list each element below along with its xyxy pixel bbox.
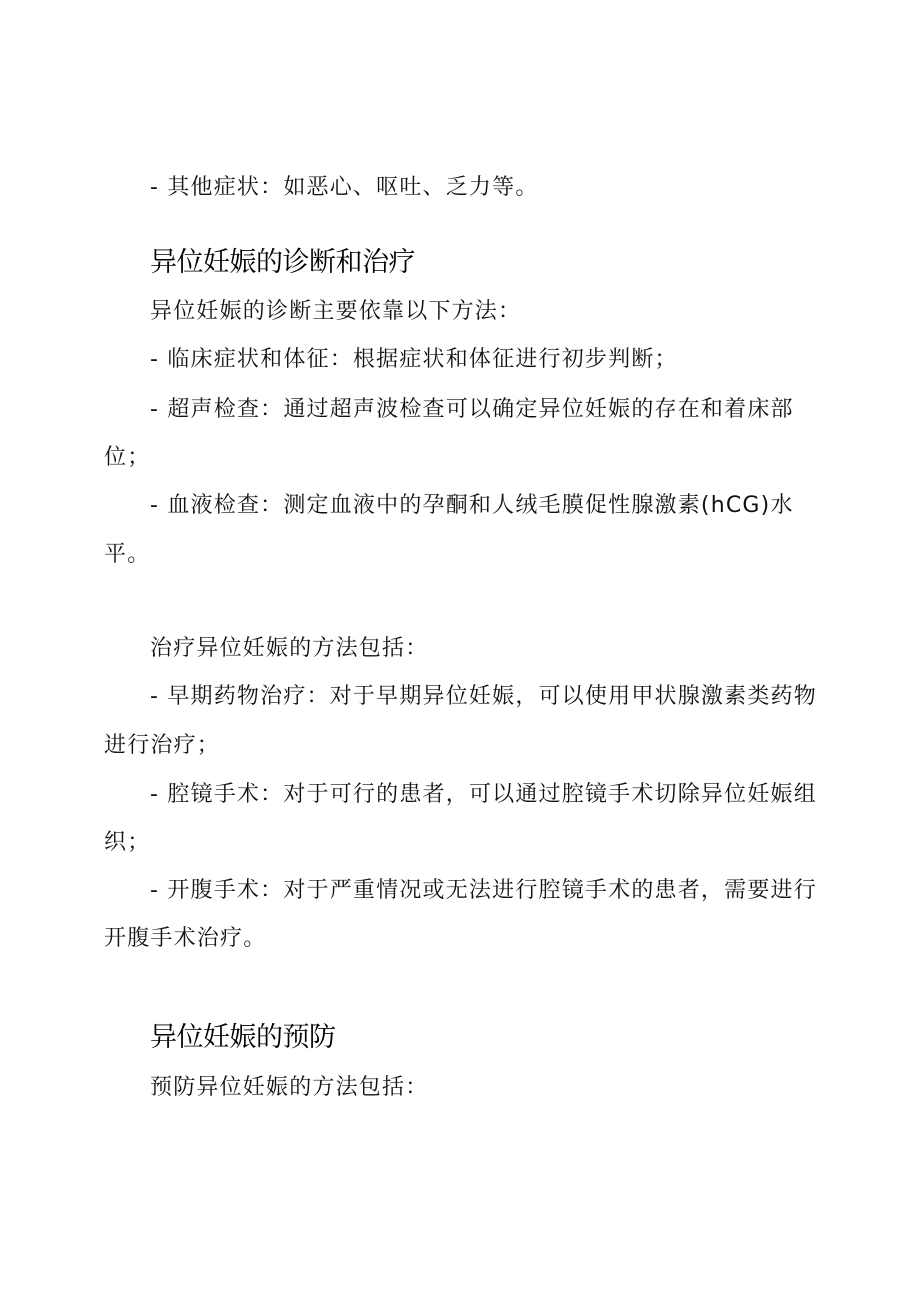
list-item-laparoscopy-line-2: 织； (104, 830, 151, 855)
section-heading-prevention: 异位妊娠的预防 (150, 1022, 336, 1053)
paragraph-treatment-intro: 治疗异位妊娠的方法包括： (150, 636, 429, 661)
list-item-clinical-symptoms: - 临床症状和体征：根据症状和体征进行初步判断； (150, 347, 678, 372)
paragraph-prevention-intro: 预防异位妊娠的方法包括： (150, 1075, 429, 1100)
list-item-blood-test-line-2: 平。 (104, 542, 151, 567)
list-item-laparoscopy-line-1: - 腔镜手术：对于可行的患者，可以通过腔镜手术切除异位妊娠组 (150, 782, 817, 807)
list-item-other-symptoms: - 其他症状：如恶心、呕吐、乏力等。 (150, 175, 539, 200)
section-heading-diagnosis-treatment: 异位妊娠的诊断和治疗 (150, 247, 415, 278)
list-item-open-surgery-line-2: 开腹手术治疗。 (104, 926, 267, 951)
list-item-drug-therapy-line-2: 进行治疗； (104, 733, 221, 758)
list-item-open-surgery-line-1: - 开腹手术：对于严重情况或无法进行腔镜手术的患者，需要进行 (150, 878, 817, 903)
list-item-ultrasound-line-1: - 超声检查：通过超声波检查可以确定异位妊娠的存在和着床部 (150, 397, 794, 422)
list-item-blood-test-line-1: - 血液检查：测定血液中的孕酮和人绒毛膜促性腺激素(hCG)水 (150, 493, 794, 518)
paragraph-diagnosis-intro: 异位妊娠的诊断主要依靠以下方法： (150, 299, 522, 324)
list-item-drug-therapy-line-1: - 早期药物治疗：对于早期异位妊娠，可以使用甲状腺激素类药物 (150, 684, 817, 709)
list-item-ultrasound-line-2: 位； (104, 445, 151, 470)
